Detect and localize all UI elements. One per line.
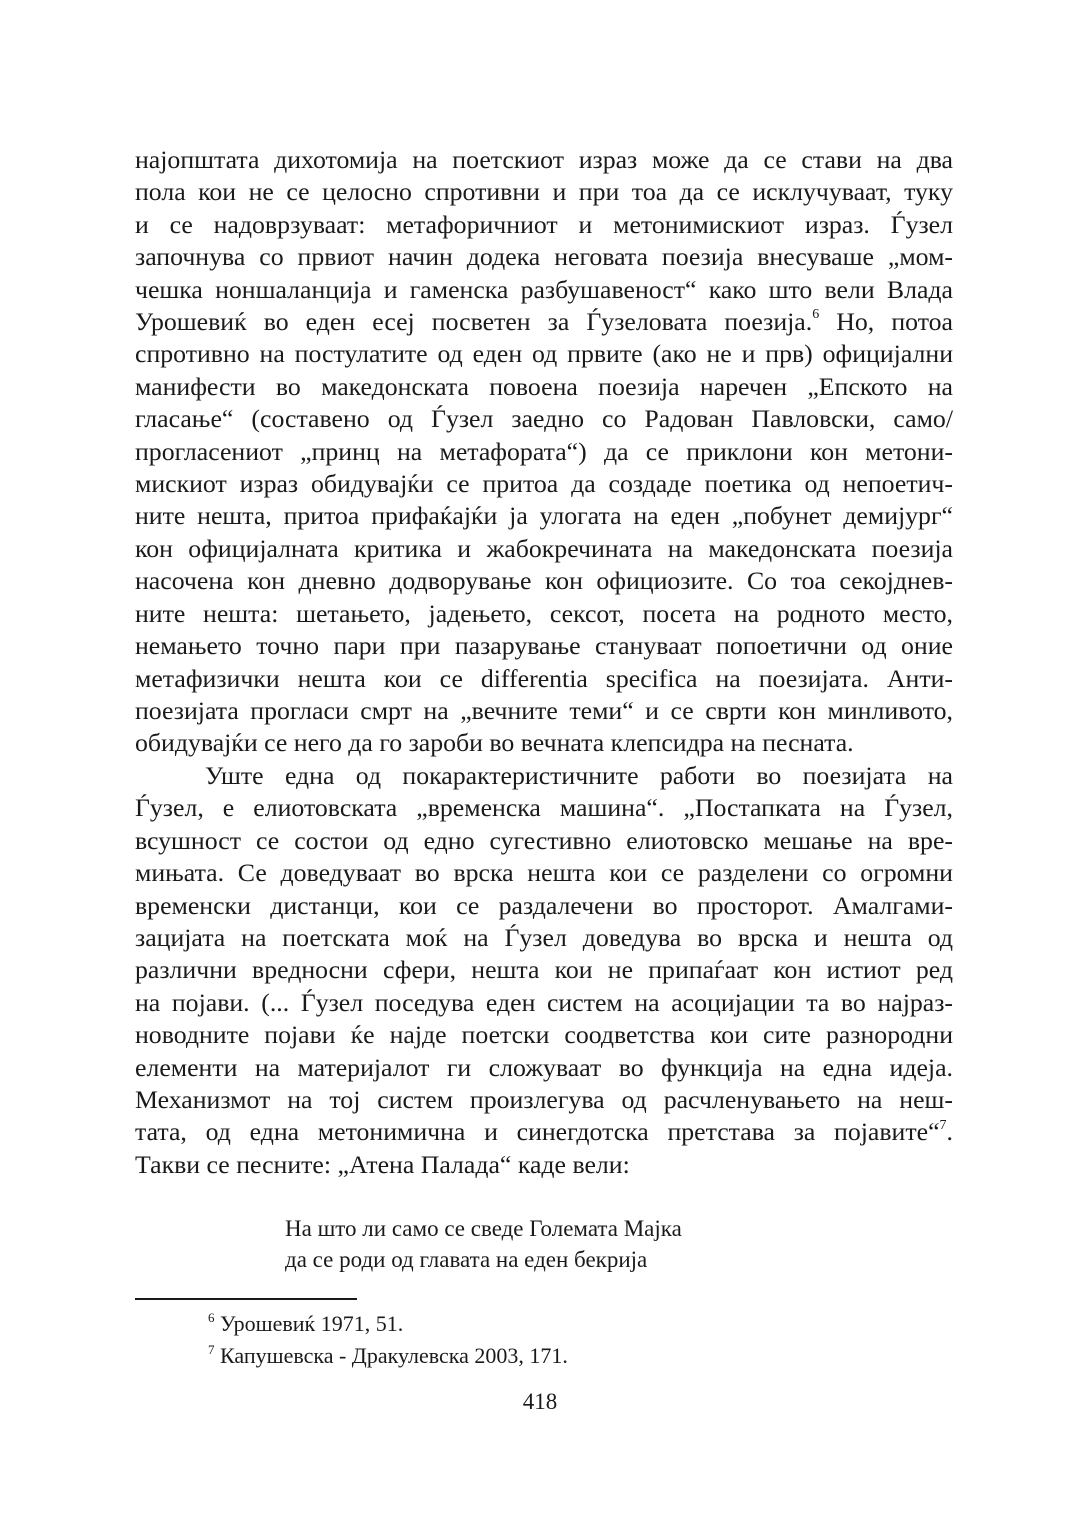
text-line: ните нешта, притоа прифаќајќи ја улогата на еден „побунет демијург“	[135, 501, 953, 531]
footnote-mark: 7	[208, 1341, 215, 1357]
footnote	[208, 1308, 568, 1340]
text-line: немањето точно пари при пазарување стануваат попоетични од оние	[135, 631, 953, 661]
text-line: прогласениот „принц на метафората“) да се приклони кон метони-	[135, 436, 953, 466]
poem-quote	[285, 1213, 682, 1275]
text-line: манифести во македонската повоена поезија наречен „Епското на	[135, 371, 953, 401]
paragraph-2	[135, 760, 953, 1181]
text-line: спротивно на постулатите од еден од првите (ако не и прв) официјални	[135, 339, 953, 369]
text-fragment: Урошевиќ во еден есеј посветен за Ѓузеловата поезија.	[135, 307, 813, 337]
text-line: новодните појави ќе најде поетски соодветства кои сите разнородни	[135, 1020, 953, 1050]
footnote-mark: 6	[208, 1309, 215, 1325]
text-line: поезијата прогласи смрт на „вечните теми“ и се сврти кон минливото,	[135, 695, 953, 725]
text-line: елементи на материјалот ги сложуваат во функција на една идеја.	[135, 1052, 953, 1082]
quote-line: На што ли само се сведе Големата Мајка	[285, 1216, 682, 1241]
text-fragment: тата, од една метонимична и синегдотска претстава за појавите“	[135, 1117, 940, 1147]
text-line: временски дистанци, кои се раздалечени во просторот. Амалгами-	[135, 890, 953, 920]
footnote-text: Урошевиќ 1971, 51.	[214, 1311, 404, 1336]
text-line: зацијата на поетската моќ на Ѓузел доведува во врска и нешта од	[135, 923, 953, 953]
text-line: насочена кон дневно додворување кон официозите. Со тоа секојднев-	[135, 566, 953, 596]
footnote	[208, 1340, 568, 1372]
text-fragment: .	[946, 1117, 953, 1147]
text-line-with-footnote-ref	[135, 306, 953, 338]
text-line: Механизмот на тој систем произлегува од расчленувањето на неш-	[135, 1085, 953, 1115]
text-line: најопштата дихотомија на поетскиот израз може да се стави на два	[135, 145, 953, 174]
page-number: 418	[522, 1389, 558, 1414]
footnote-reference[interactable]: 6	[812, 307, 820, 323]
text-line: Такви се песните: „Атена Палада“ каде вели:	[135, 1149, 630, 1179]
text-line: кон официјалната критика и жабокречината на македонската поезија	[135, 533, 953, 563]
text-line: чешка ноншаланција и гаменска разбушавеност“ како што вели Влада	[135, 274, 953, 304]
footnote-reference[interactable]: 7	[939, 1117, 947, 1133]
text-line: обидувајќи се него да го зароби во вечната клепсидра на песната.	[135, 728, 854, 758]
text-line: всушност се состои од едно сугестивно елиотовско мешање на вре-	[135, 825, 953, 855]
text-line: метафизички нешта кои се differentia specifica на поезијата. Анти-	[135, 663, 953, 693]
footnote-text: Капушевска - Дракулевска 2003, 171.	[214, 1343, 568, 1368]
text-line: различни вредносни сфери, нешта кои не припаѓаат кон истиот ред	[135, 955, 953, 985]
text-line: Ѓузел, е елиотовската „временска машина“. „Постапката на Ѓузел,	[135, 793, 953, 823]
text-line: на појави. (... Ѓузел поседува еден систем на асоцијации та во најраз-	[135, 987, 953, 1017]
text-line: мињата. Се доведуваат во врска нешта кои се разделени со огромни	[135, 858, 953, 888]
text-fragment: Но, потоа	[819, 307, 953, 337]
text-line: гласање“ (составено од Ѓузел заедно со Радован Павловски, само/	[135, 404, 953, 434]
text-line: и се надоврзуваат: метафоричниот и метонимискиот израз. Ѓузел	[135, 209, 953, 239]
quote-line: да се роди од главата на еден бекрија	[285, 1247, 648, 1272]
text-line: мискиот израз обидувајќи се притоа да создаде поетика од непоетич-	[135, 469, 953, 499]
text-line: започнува со првиот начин додека неговата поезија внесуваше „мом-	[135, 242, 953, 272]
footnotes	[208, 1308, 568, 1372]
text-line: Уште една од покарактеристичните работи во поезијата на	[205, 761, 953, 790]
footnote-separator	[135, 1298, 357, 1300]
paragraph-1	[135, 144, 953, 760]
text-line: ните нешта: шетањето, јадењето, сексот, посета на родното место,	[135, 598, 953, 628]
text-line-with-footnote-ref	[135, 1116, 953, 1148]
text-line: пола кои не се целосно спротивни и при тоа да се исклучуваат, туку	[135, 177, 953, 207]
